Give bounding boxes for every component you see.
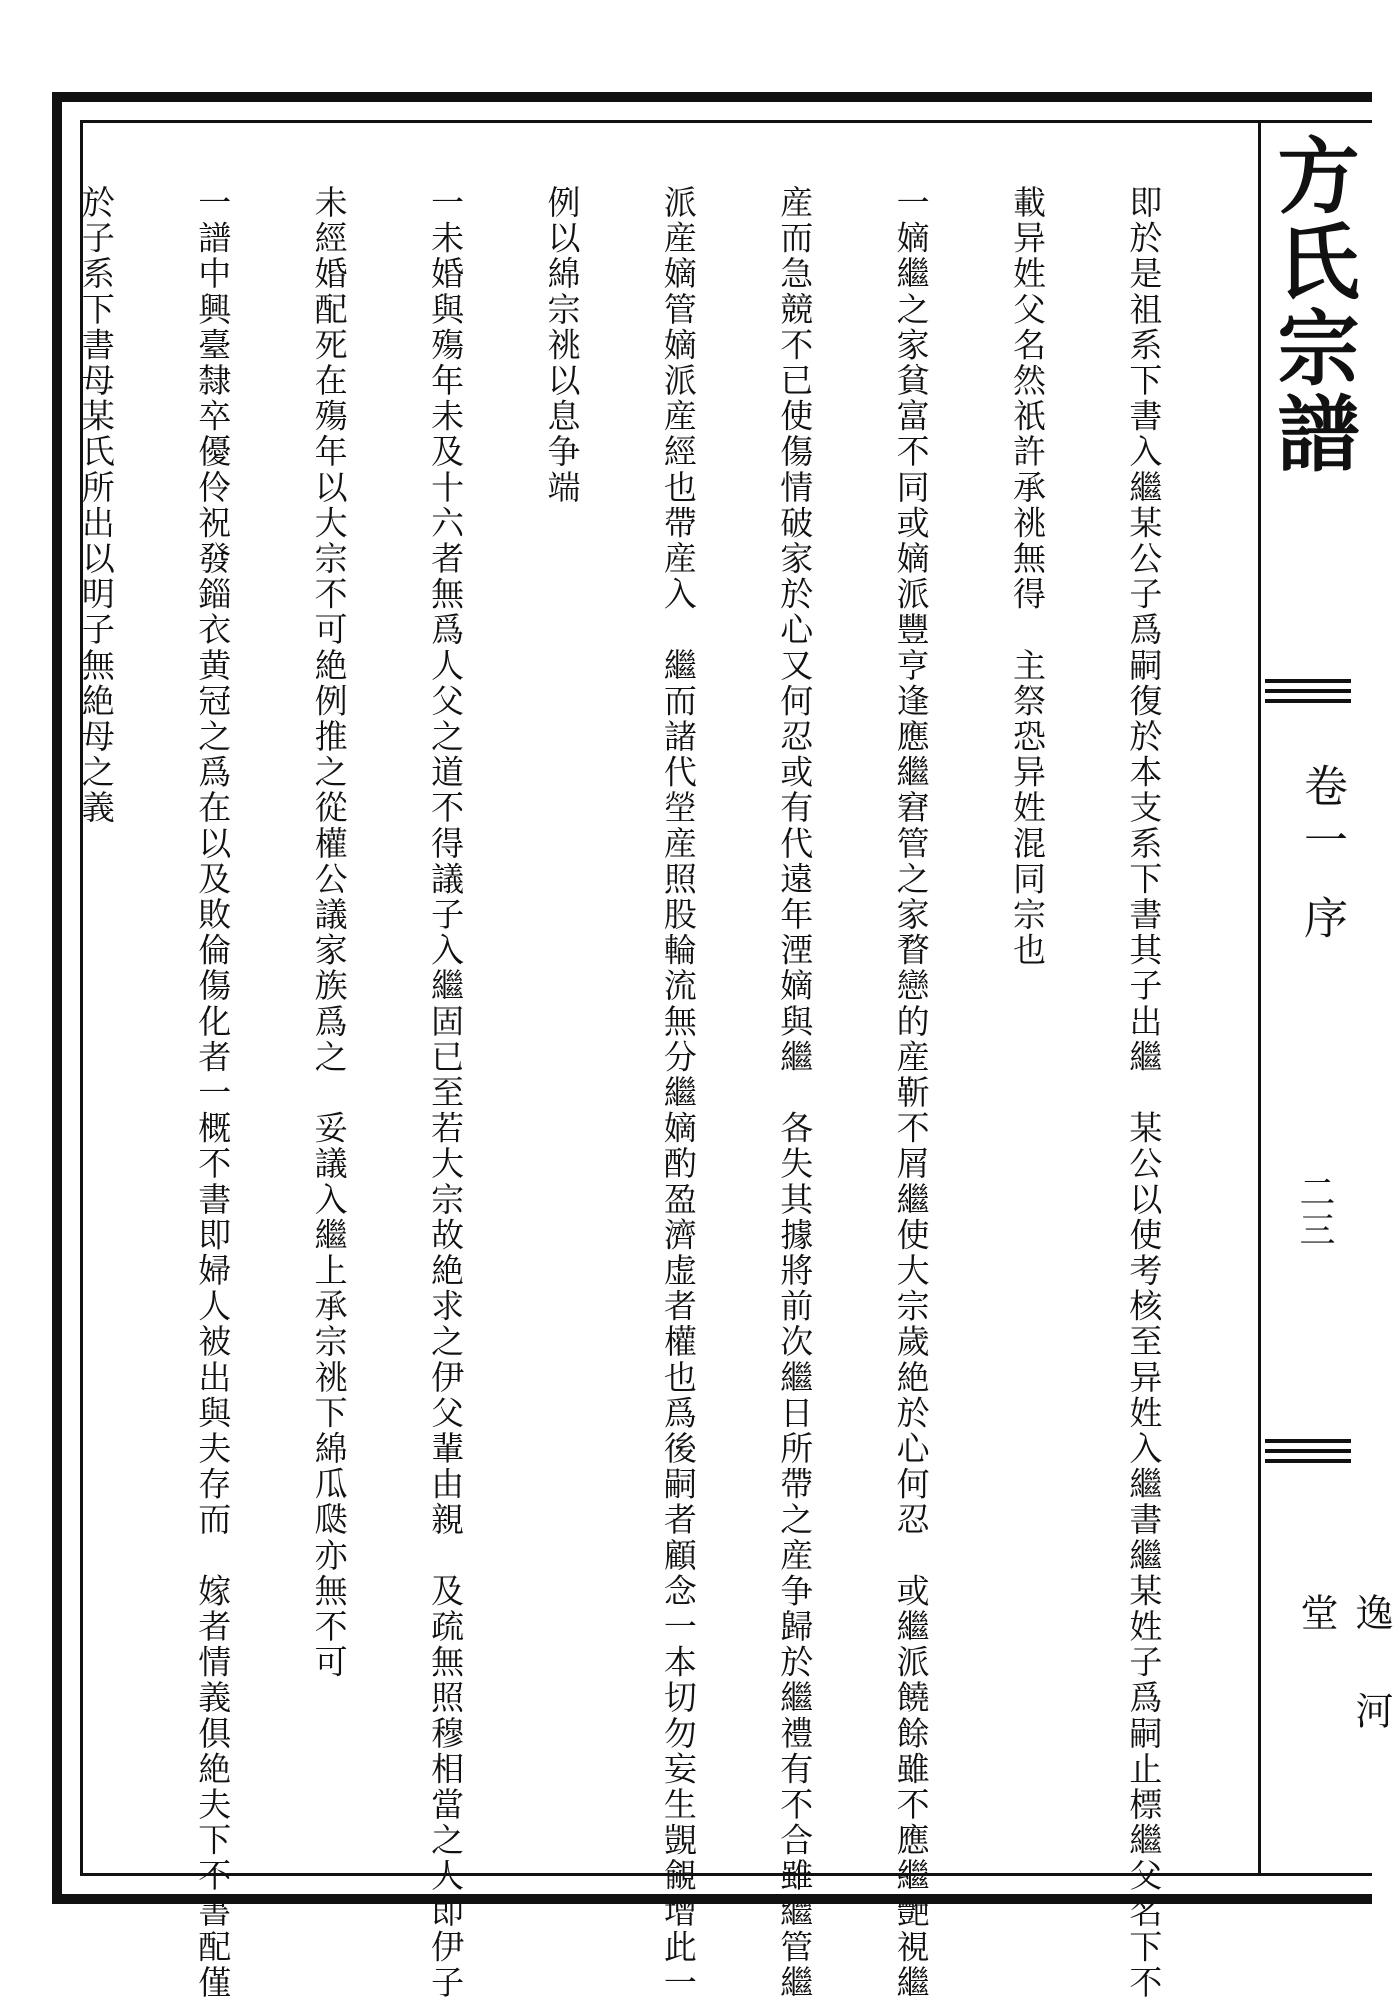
hall-name: 逸河堂 [1294, 1593, 1393, 1789]
text-column: 一嫡繼之家貧富不同或嫡派豐亨逢應繼窘管之家瞀戀的産靳不屑繼使大宗歲絶於心何忍 或繼派饒餘雖不應繼艷視繼 [891, 185, 931, 2001]
text-column: 産而急競不已使傷情破家於心又何忍或有代遠年湮嫡與繼 各失其據將前次繼日所帶之産争歸於繼禮有不合雖繼管繼 [775, 185, 815, 2001]
page-number: 二三 [1294, 1173, 1335, 1249]
text-column: 一譜中興臺隸卒優伶祝發錙衣黄冠之爲在以及敗倫傷化者一概不書即婦人被出與夫存而 嫁者情義俱絶夫下不書配僅 [193, 185, 233, 2001]
volume-label: 卷一 序 [1296, 763, 1347, 949]
text-column: 例以綿宗祧以息争端 [542, 185, 582, 506]
title-column [1264, 123, 1393, 1873]
title-rule-bottom [1265, 1439, 1351, 1469]
text-column: 未經婚配死在殤年以大宗不可絶例推之從權公議家族爲之 妥議入繼上承宗祧下綿瓜瓞亦無不可 [309, 185, 349, 1681]
text-column: 派産嫡管嫡派産經也帶産入 繼而諸代塋産照股輪流無分繼嫡酌盈濟虚者權也爲後嗣者顧念一本切勿妄生覬覦增此一 [658, 185, 698, 2001]
text-column: 一未婚與殤年未及十六者無爲人父之道不得議子入繼固已至若大宗故絶求之伊父輩由親 及疏無照穆相當之人即伊子 [426, 185, 466, 2001]
text-column: 於子系下書母某氏所出以明子無絶母之義 [76, 185, 116, 826]
book-title: 方氏宗譜 [1264, 133, 1360, 477]
text-column: 載异姓父名然祇許承祧無得 主祭恐异姓混同宗也 [1008, 185, 1048, 969]
title-rule-top [1265, 679, 1351, 709]
text-column: 即於是祖系下書入繼某公子爲嗣復於本支系下書其子出繼 某公以使考核至异姓入繼書繼某姓子爲嗣止標繼父名下不 [1124, 185, 1164, 2001]
genealogy-rules-text [76, 185, 1240, 2001]
title-column-divider [1258, 123, 1261, 1873]
